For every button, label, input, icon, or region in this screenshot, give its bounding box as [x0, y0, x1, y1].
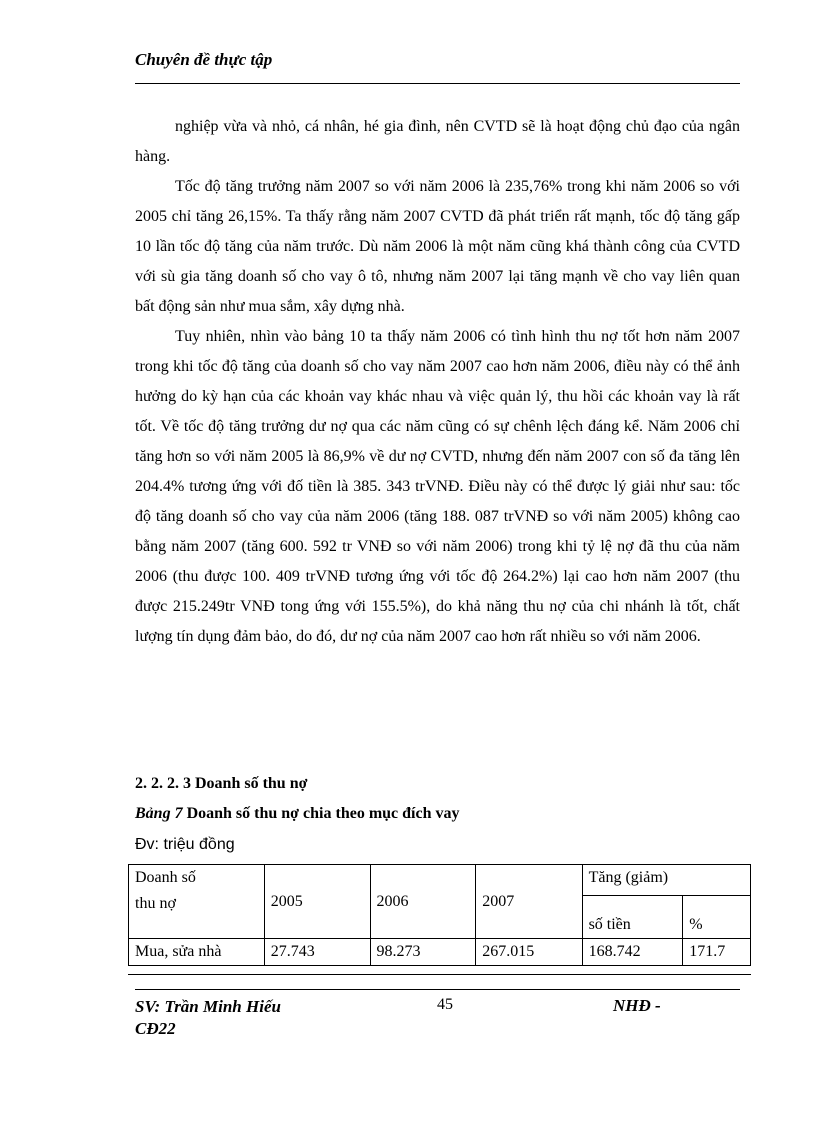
footer-student-name: SV: Trần Minh Hiếu: [135, 997, 281, 1016]
header-percent: %: [683, 896, 751, 939]
table-caption-text: Doanh số thu nợ chia theo mục đích vay: [182, 805, 460, 822]
page-header-title: Chuyên đề thực tập: [135, 50, 273, 69]
footer-student: [135, 996, 281, 1040]
header-amount: số tiền: [582, 896, 683, 939]
footer-student-class: CĐ22: [135, 1019, 176, 1038]
table-unit-note: Đv: triệu đồng: [135, 836, 235, 853]
header-year-2007: 2007: [476, 865, 582, 939]
header-category-line1: Doanh số: [135, 869, 196, 886]
header-change: Tăng (giảm): [582, 865, 750, 896]
row-percent: 171.7: [683, 939, 751, 966]
revenue-table: [128, 864, 751, 966]
row-2007: 267.015: [476, 939, 582, 966]
row-label: Mua, sửa nhà: [129, 939, 265, 966]
row-amount: 168.742: [582, 939, 683, 966]
header-divider: [135, 83, 740, 84]
footer-divider: [135, 989, 740, 990]
table-caption: [135, 805, 459, 823]
page-number: 45: [437, 996, 453, 1013]
row-2005: 27.743: [264, 939, 370, 966]
section-heading: 2. 2. 2. 3 Doanh số thu nợ: [135, 775, 308, 792]
footer-right-label: NHĐ -: [613, 996, 661, 1015]
header-year-2005: 2005: [264, 865, 370, 939]
body-text: [135, 112, 740, 652]
header-year-2006: 2006: [370, 865, 476, 939]
table-caption-label: Bảng 7: [135, 805, 183, 822]
header-category-line2: thu nợ: [135, 895, 176, 912]
paragraph-3: Tuy nhiên, nhìn vào bảng 10 ta thấy năm 2006 có tình hình thu nợ tốt hơn năm 2007 trong khi tốc độ tăng của doanh số cho vay năm 2007 cao hơn năm 2006, điều này có thể ảnh hưởng do kỳ hạn của các khoản vay khác nhau và việc quản lý, thu hồi các khoản vay là rất tốt. Về tốc độ tăng trưởng dư nợ qua các năm cũng có sự chênh lệch đáng kể. Năm 2006 chỉ tăng hơn so với năm 2005 là 86,9% về dư nợ CVTD, nhưng đến năm 2007 con số đa tăng lên 204.4% tương ứng với đố tiền là 385. 343 trVNĐ. Điều này có thể được lý giải như sau: tốc độ tăng doanh số cho vay của năm 2006 (tăng 188. 087 trVNĐ so với năm 2005) không cao bằng năm 2007 (tăng 600. 592 tr VNĐ so với năm 2006) trong khi tỷ lệ nợ đã thu của năm 2006 (thu được 100. 409 trVNĐ tương ứng với tốc độ 264.2%) lại cao hơn năm 2007 (thu được 215.249tr VNĐ tong ứng với 155.5%), do khả năng thu nợ của chi nhánh là tốt, chất lượng tín dụng đảm bảo, do đó, dư nợ của năm 2007 cao hơn rất nhiều so với năm 2006.: [135, 328, 740, 645]
row-2006: 98.273: [370, 939, 476, 966]
revenue-table-wrapper: [128, 864, 751, 975]
table-row: [129, 939, 751, 966]
table-header-row: [129, 865, 751, 896]
header-category: [129, 865, 265, 939]
paragraph-2: Tốc độ tăng trưởng năm 2007 so với năm 2006 là 235,76% trong khi năm 2006 so với 2005 chỉ tăng 26,15%. Ta thấy rằng năm 2007 CVTD đã phát triển rất mạnh, tốc độ tăng gấp 10 lần tốc độ tăng của năm trước. Dù năm 2006 là một năm cũng khá thành công của CVTD với sù gia tăng doanh số cho vay ô tô, nhưng năm 2007 lại tăng mạnh về cho vay liên quan bất động sản như mua sắm, xây dựng nhà.: [135, 178, 740, 315]
paragraph-1: nghiệp vừa và nhỏ, cá nhân, hé gia đình, nên CVTD sẽ là hoạt động chủ đạo của ngân hàng.: [135, 118, 740, 165]
